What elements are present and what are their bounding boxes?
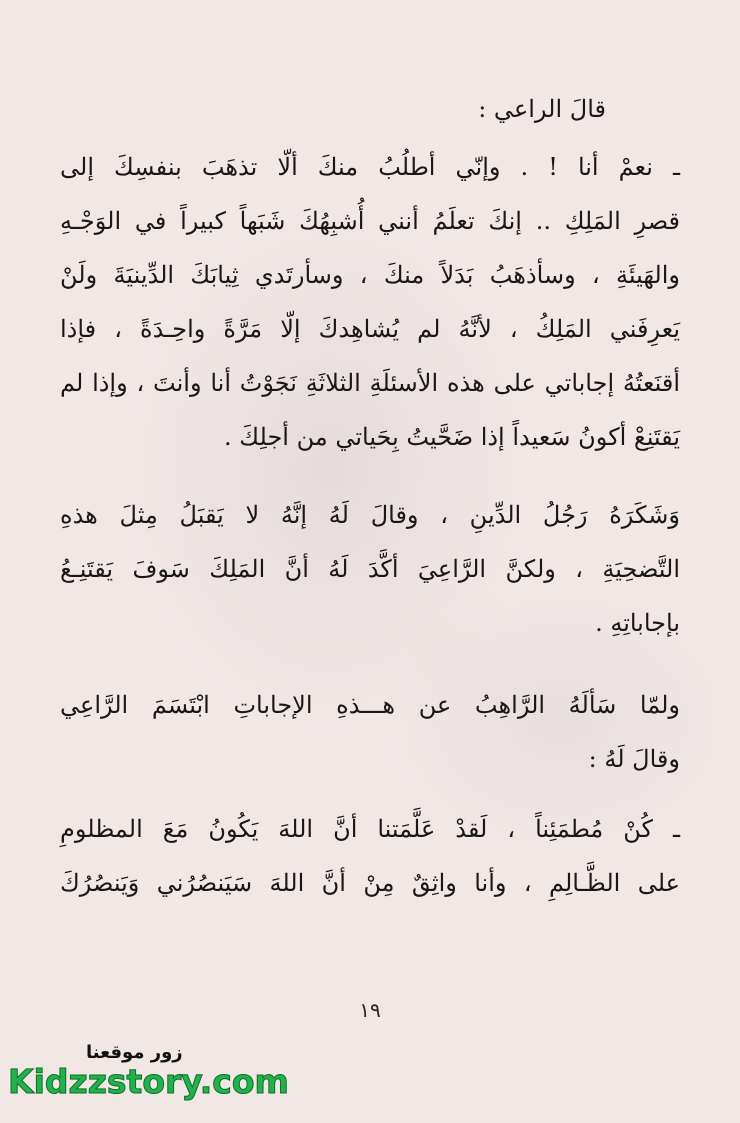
paragraph-3 [60, 688, 680, 778]
watermark-site-name: Kidzzstory.com [8, 1062, 289, 1101]
paragraph-2 [60, 498, 680, 648]
text-line: بإجاباتِهِ . [595, 609, 680, 637]
text-line: ـ نعمْ أنا ! . وإنّي أطلُبُ منكَ ألّا تذهَبَ بنفسِكَ إلى [60, 153, 680, 181]
dialogue-heading: قالَ الراعي : [478, 95, 606, 123]
paragraph-1 [60, 150, 680, 450]
text-line: أقنَعتُهُ إجاباتي على هذه الأسئلَةِ الثلاثَةِ نَجَوْتُ أنا وأنتَ ، وإذا لم [60, 369, 680, 397]
text-line: على الظَّـالِمِ ، وأنا واثِقٌ مِنْ أنَّ اللهَ سَيَنصُرُني وَيَنصُرُكَ [60, 869, 680, 897]
text-line: قصرِ المَلِكِ .. إنكَ تعلَمُ أنني أُشبِهُكَ شَبَهاً كبيراً في الوَجْـهِ [60, 207, 680, 235]
watermark-arabic-text: زور موقعنا [86, 1042, 183, 1063]
text-line: يَعرِفَني المَلِكُ ، لأنَّهُ لم يُشاهِدكَ إلّا مَرَّةً واحِـدَةً ، فإذا [60, 315, 680, 343]
text-line: وقالَ لَهُ : [588, 745, 680, 773]
text-line: وَشَكَرَهُ رَجُلُ الدِّينِ ، وقالَ لَهُ إنَّهُ لا يَقبَلُ مِثلَ هذهِ [60, 501, 680, 529]
page-number: ١٩ [359, 998, 381, 1022]
text-line: ـ كُنْ مُطمَئِناً ، لَقدْ عَلَّمَتنا أنَّ اللهَ يَكُونُ مَعَ المظلومِ [60, 815, 680, 843]
text-line: يَقتَنِعْ أكونُ سَعيداً إذا ضَحَّيتُ بِحَياتي من أجلِكَ . [224, 423, 680, 451]
text-line: التَّضحِيَةِ ، ولكنَّ الرَّاعِيَ أكَّدَ لَهُ أنَّ المَلِكَ سَوفَ يَقتَنِـعُ [60, 555, 680, 583]
text-line: والهَيئَةِ ، وسأذهَبُ بَدَلاً منكَ ، وسأرتَدي ثِيابَكَ الدِّينيَةَ ولَنْ [60, 261, 680, 289]
text-line: ولمّا سَألَهُ الرَّاهِبُ عن هـــذهِ الإجاباتِ ابْتَسَمَ الرَّاعِي [60, 691, 680, 719]
site-watermark [8, 1040, 289, 1120]
paragraph-4 [60, 812, 680, 902]
